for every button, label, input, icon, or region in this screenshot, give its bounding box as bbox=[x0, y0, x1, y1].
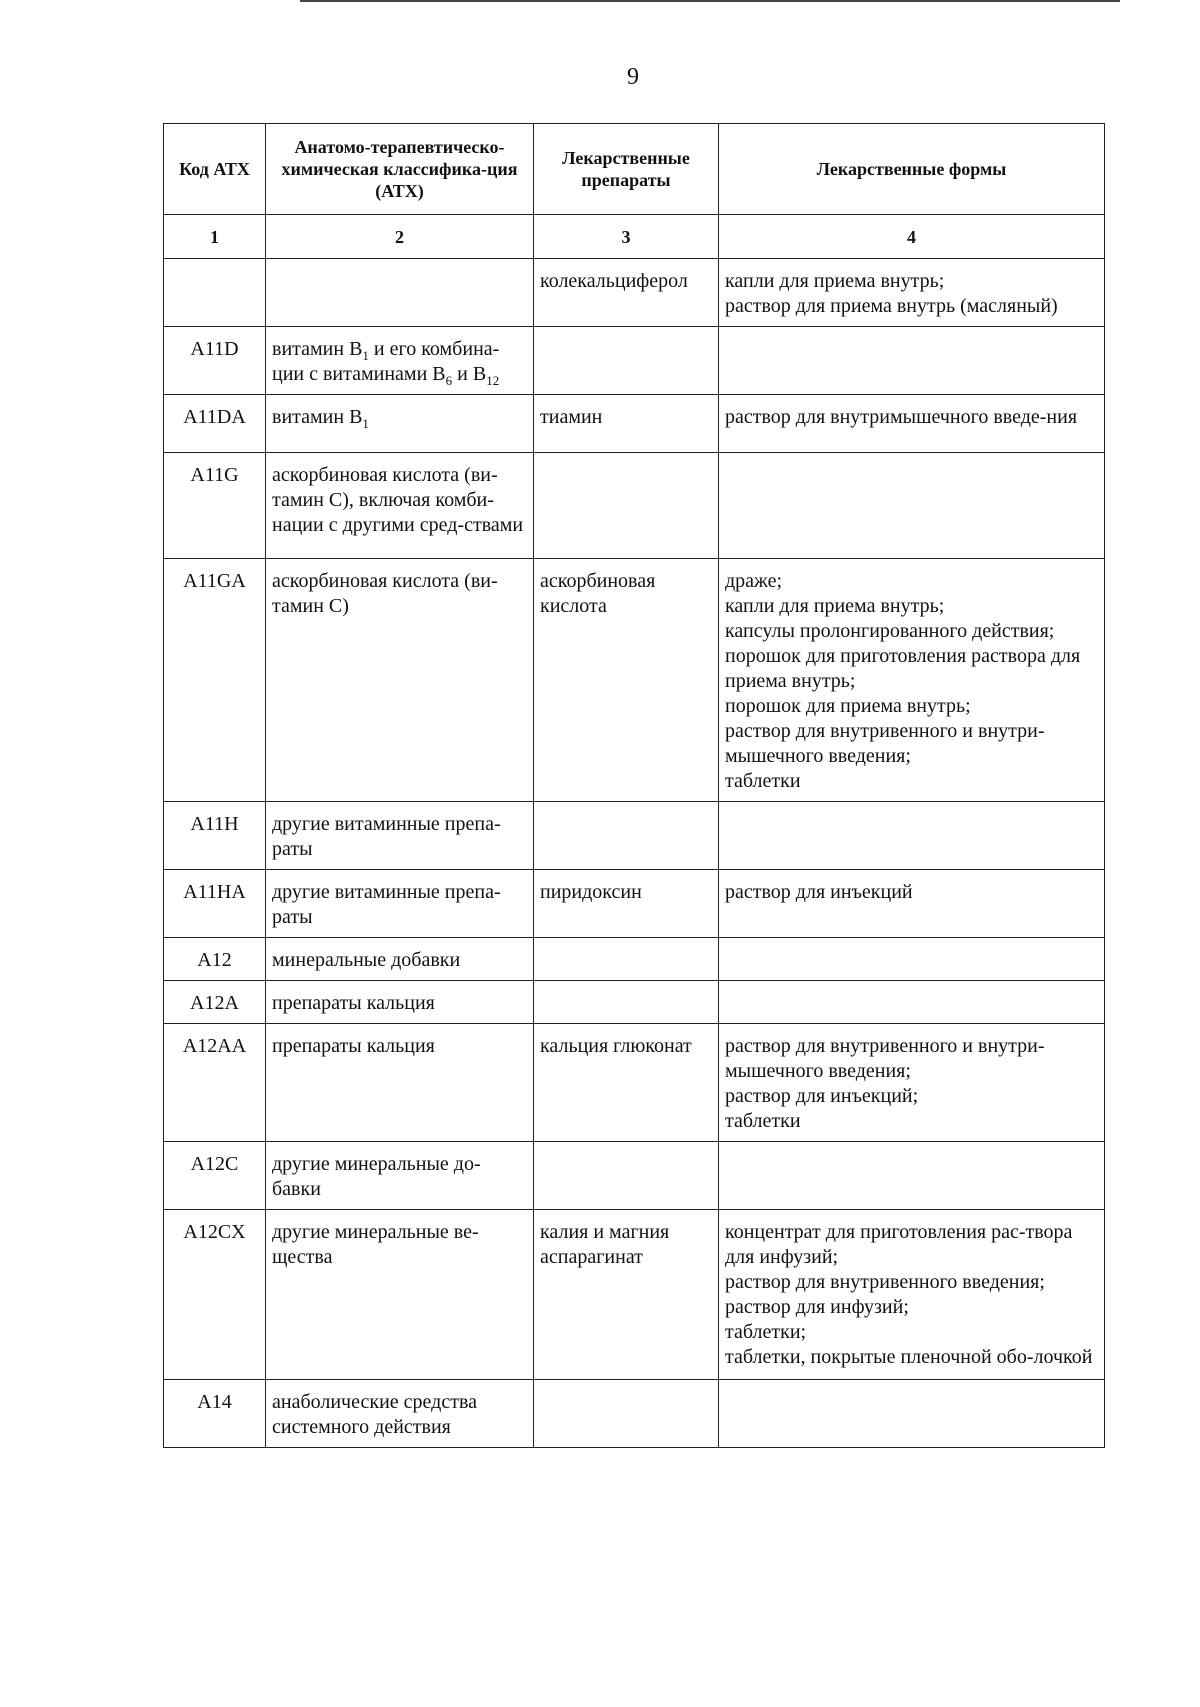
table-row bbox=[164, 1142, 1105, 1210]
dosage-forms-cell bbox=[719, 1380, 1105, 1448]
atc-code-cell: A11H bbox=[164, 802, 266, 870]
dosage-form-item: раствор для инъекций; bbox=[725, 1085, 919, 1107]
atc-code-cell: A12 bbox=[164, 938, 266, 981]
atc-classification-cell bbox=[266, 259, 534, 327]
drug-cell bbox=[534, 981, 719, 1024]
drug-cell bbox=[534, 327, 719, 395]
atc-classification-cell bbox=[266, 327, 534, 395]
drug-cell: тиамин bbox=[534, 395, 719, 453]
table-row bbox=[164, 870, 1105, 938]
atc-classification-cell: анаболические средства системного действия bbox=[266, 1380, 534, 1448]
dosage-form-item: раствор для внутривенного и внутри-мышечного введения; bbox=[725, 720, 1045, 767]
atc-classification-cell: препараты кальция bbox=[266, 981, 534, 1024]
atc-classification-cell: другие минеральные ве-щества bbox=[266, 1210, 534, 1380]
table-row bbox=[164, 981, 1105, 1024]
drug-cell: пиридоксин bbox=[534, 870, 719, 938]
atc-classification-cell bbox=[266, 395, 534, 453]
header-row bbox=[164, 124, 1105, 215]
classification-text: витамин B bbox=[272, 406, 363, 428]
atc-classification-cell: минеральные добавки bbox=[266, 938, 534, 981]
table-row bbox=[164, 938, 1105, 981]
table-row bbox=[164, 395, 1105, 453]
atc-classification-cell: препараты кальция bbox=[266, 1024, 534, 1142]
atc-code-cell: A11D bbox=[164, 327, 266, 395]
atc-code-cell: A12C bbox=[164, 1142, 266, 1210]
subscript-text: 6 bbox=[445, 373, 453, 388]
table-body bbox=[164, 259, 1105, 1448]
table-row bbox=[164, 559, 1105, 802]
dosage-form-item: порошок для приема внутрь; bbox=[725, 695, 971, 717]
dosage-form-item: раствор для приема внутрь (масляный) bbox=[725, 295, 1058, 317]
atc-code-cell: A12A bbox=[164, 981, 266, 1024]
atc-table bbox=[163, 123, 1105, 1448]
table-row bbox=[164, 1210, 1105, 1380]
dosage-forms-cell bbox=[719, 259, 1105, 327]
atc-classification-cell: аскорбиновая кислота (ви-тамин C) bbox=[266, 559, 534, 802]
subscript-text: 1 bbox=[362, 416, 369, 431]
dosage-form-item: таблетки; bbox=[725, 1321, 807, 1343]
dosage-form-item: раствор для инъекций bbox=[725, 881, 913, 903]
column-number: 3 bbox=[534, 215, 719, 259]
atc-classification-cell: другие витаминные препа-раты bbox=[266, 870, 534, 938]
dosage-form-item: таблетки bbox=[725, 1110, 801, 1132]
header-drugs: Лекарственные препараты bbox=[534, 124, 719, 215]
table-row bbox=[164, 259, 1105, 327]
column-number: 2 bbox=[266, 215, 534, 259]
dosage-forms-cell bbox=[719, 1210, 1105, 1380]
dosage-forms-cell bbox=[719, 1024, 1105, 1142]
atc-classification-cell: другие минеральные до-бавки bbox=[266, 1142, 534, 1210]
column-number-row bbox=[164, 215, 1105, 259]
classification-text: и его комбина-ции с витаминами B bbox=[272, 338, 500, 385]
table-row bbox=[164, 327, 1105, 395]
dosage-form-item: порошок для приготовления раствора для приема внутрь; bbox=[725, 645, 1081, 692]
column-number: 4 bbox=[719, 215, 1105, 259]
drug-cell: аскорбиновая кислота bbox=[534, 559, 719, 802]
classification-text: и B bbox=[452, 363, 487, 385]
drug-cell bbox=[534, 1380, 719, 1448]
drug-cell bbox=[534, 938, 719, 981]
table-row bbox=[164, 1024, 1105, 1142]
dosage-form-item: раствор для внутримышечного введе-ния bbox=[725, 406, 1078, 428]
dosage-form-item: раствор для внутривенного и внутри-мышечного введения; bbox=[725, 1035, 1045, 1082]
dosage-form-item: капли для приема внутрь; bbox=[725, 595, 945, 617]
table-row bbox=[164, 453, 1105, 559]
dosage-form-item: раствор для внутривенного введения; bbox=[725, 1271, 1045, 1293]
atc-code-cell bbox=[164, 259, 266, 327]
header-atc-classification: Анатомо-терапевтическо-химическая классифика-ция (АТХ) bbox=[266, 124, 534, 215]
atc-code-cell: A11GA bbox=[164, 559, 266, 802]
page-number: 9 bbox=[627, 64, 639, 90]
column-number: 1 bbox=[164, 215, 266, 259]
dosage-form-item: капсулы пролонгированного действия; bbox=[725, 620, 1055, 642]
drug-cell: колекальциферол bbox=[534, 259, 719, 327]
table-row bbox=[164, 802, 1105, 870]
dosage-form-item: драже; bbox=[725, 570, 783, 592]
atc-classification-cell: аскорбиновая кислота (ви-тамин C), включая комби-нации с другими сред-ствами bbox=[266, 453, 534, 559]
dosage-forms-cell bbox=[719, 802, 1105, 870]
atc-code-cell: A11G bbox=[164, 453, 266, 559]
atc-code-cell: A12AA bbox=[164, 1024, 266, 1142]
drug-cell bbox=[534, 802, 719, 870]
dosage-form-item: таблетки bbox=[725, 770, 801, 792]
dosage-forms-cell bbox=[719, 870, 1105, 938]
atc-classification-cell: другие витаминные препа-раты bbox=[266, 802, 534, 870]
drug-cell bbox=[534, 1142, 719, 1210]
header-atc-code: Код АТХ bbox=[164, 124, 266, 215]
drug-cell bbox=[534, 453, 719, 559]
atc-code-cell: A11HA bbox=[164, 870, 266, 938]
dosage-forms-cell bbox=[719, 327, 1105, 395]
atc-code-cell: A12CX bbox=[164, 1210, 266, 1380]
dosage-forms-cell bbox=[719, 1142, 1105, 1210]
dosage-forms-cell bbox=[719, 559, 1105, 802]
dosage-form-item: таблетки, покрытые пленочной обо-лочкой bbox=[725, 1346, 1093, 1368]
dosage-forms-cell bbox=[719, 453, 1105, 559]
dosage-forms-cell bbox=[719, 981, 1105, 1024]
classification-text: витамин B bbox=[272, 338, 363, 360]
atc-code-cell: A11DA bbox=[164, 395, 266, 453]
top-rule bbox=[300, 0, 1120, 2]
table-row bbox=[164, 1380, 1105, 1448]
subscript-text: 12 bbox=[486, 373, 500, 388]
drug-cell: кальция глюконат bbox=[534, 1024, 719, 1142]
dosage-form-item: капли для приема внутрь; bbox=[725, 270, 945, 292]
header-dosage-forms: Лекарственные формы bbox=[719, 124, 1105, 215]
dosage-form-item: раствор для инфузий; bbox=[725, 1296, 909, 1318]
dosage-form-item: концентрат для приготовления рас-твора для инфузий; bbox=[725, 1221, 1073, 1268]
dosage-forms-cell bbox=[719, 395, 1105, 453]
drug-cell: калия и магния аспарагинат bbox=[534, 1210, 719, 1380]
atc-code-cell: A14 bbox=[164, 1380, 266, 1448]
subscript-text: 1 bbox=[362, 348, 369, 363]
dosage-forms-cell bbox=[719, 938, 1105, 981]
